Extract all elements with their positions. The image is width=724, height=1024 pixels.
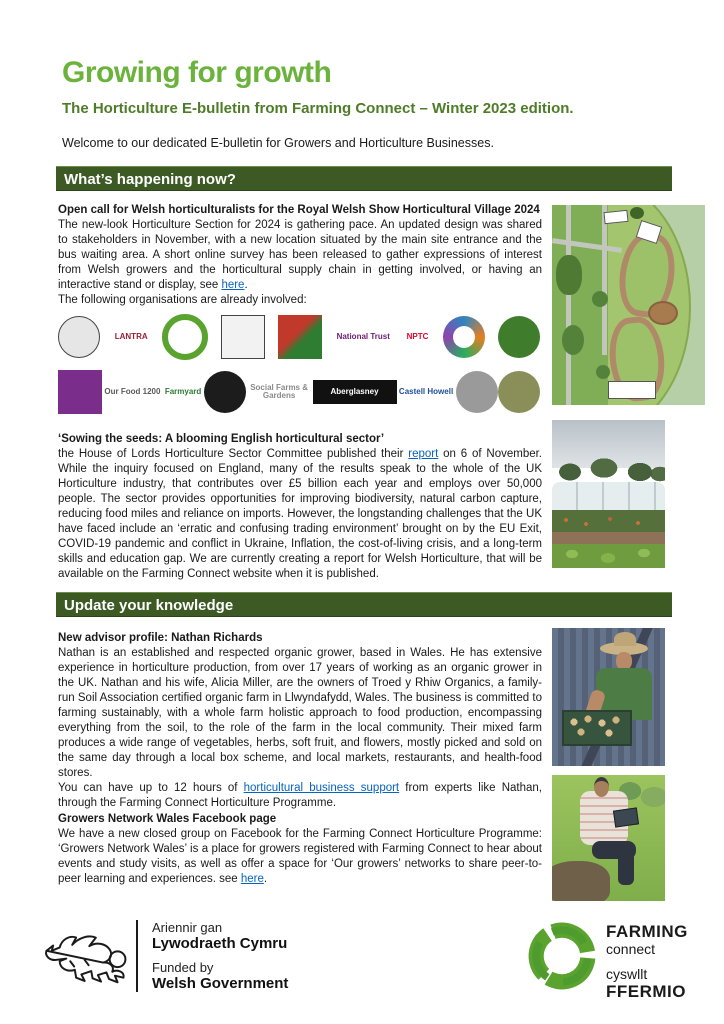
article-growers-network: [58, 812, 542, 887]
section-banner-update-knowledge: Update your knowledge: [56, 592, 672, 617]
nptc-group-logo: [405, 333, 431, 342]
map-road: [566, 205, 571, 405]
national-trust-logo-label: National Trust: [336, 332, 390, 341]
body-text: You can have up to 12 hours of: [58, 782, 244, 794]
grower-with-tablet-photo: [552, 775, 665, 901]
article-growers-heading: Growers Network Wales Facebook page: [58, 813, 277, 825]
map-road: [602, 205, 607, 355]
article-sowing-seeds: [58, 432, 542, 582]
article-growers-body: [58, 827, 542, 887]
body-text: .: [263, 873, 268, 885]
welsh-government-english-name: Welsh Government: [152, 975, 289, 992]
marquee-icon: [608, 381, 656, 399]
black-stamp-logo: [204, 371, 246, 413]
national-trust-logo: [335, 333, 392, 342]
our-food-1200-logo-label: Our Food 1200: [104, 387, 161, 396]
partner-logos-row-2: [58, 366, 540, 418]
business-support-link[interactable]: horticultural business support: [243, 782, 400, 794]
article-nathan-body: [58, 646, 542, 811]
green-trees-badge-logo: [498, 316, 540, 358]
royal-welsh-crest-logo: [58, 316, 100, 358]
photo-head: [594, 777, 609, 797]
green-wreath-logo: [162, 314, 208, 360]
our-food-1200-logo: [102, 388, 162, 397]
lantra-logo-label: LANTRA: [114, 332, 148, 341]
tree-icon: [592, 291, 608, 307]
social-farms-gardens-logo-label: Social Farms & Gardens: [250, 383, 309, 400]
photo-onion-crate: [562, 710, 632, 746]
photo-straw-hat: [614, 632, 636, 646]
article-open-call-body: [58, 218, 542, 293]
welsh-government-text: [152, 920, 288, 992]
article-sowing-body: [58, 447, 542, 582]
page-subtitle: The Horticulture E-bulletin from Farming Connect – Winter 2023 edition.: [62, 100, 574, 117]
organisations-intro-line: The following organisations are already involved:: [58, 294, 307, 306]
farmyard-logo: [163, 388, 203, 397]
photo-polytunnel: [552, 482, 665, 512]
body-text: the House of Lords Horticulture Sector Committee published their: [58, 448, 409, 460]
aberglasney-logo: [313, 380, 397, 404]
body-text: from experts like Nathan, through the Farming Connect Horticulture Programme.: [58, 782, 542, 809]
nptc-group-logo-label: NPTC: [406, 332, 429, 341]
footer-divider: [136, 920, 138, 992]
nathan-cta-line: [58, 781, 542, 811]
photo-log-seat: [552, 861, 610, 901]
tablet-icon: [613, 807, 639, 827]
map-mound: [648, 301, 678, 325]
polytunnel-field-photo: [552, 420, 665, 568]
photo-flower-rows: [552, 510, 665, 534]
welsh-dragon-icon: [40, 920, 132, 992]
photo-foreground-crops: [552, 544, 665, 568]
aberglasney-logo-label: Aberglasney: [330, 386, 379, 396]
article-nathan-heading: New advisor profile: Nathan Richards: [58, 632, 263, 644]
facebook-here-link[interactable]: here: [240, 873, 264, 885]
farmyard-logo-label: Farmyard: [164, 387, 202, 396]
report-link[interactable]: report: [408, 448, 439, 460]
funded-by-welsh-line: Ariennir gan: [152, 920, 223, 935]
section-banner-whats-happening: What’s happening now?: [56, 166, 672, 191]
lantra-logo: [113, 333, 150, 342]
body-text: on 6 of November. While the inquiry focused on England, many of the results speak to the whole of the UK Horticulture industry, that contributes over £5 billion each year and employs over 50,000 people. The sector provides opportunities for improving biodiversity, natural carbon capture, reducing food miles and reliance on imports. However, the longstanding challenges that the UK have faced include an ‘erratic and confusing trading environment’ brought on by the EU Exit, COVID-19 pandemic and conflict in Ukraine, Inflation, the cost-of-living crisis, and a long-term skills and education gap. We are currently creating a report for Welsh Horticulture, that will be available on the Farming Connect website when it is published.: [58, 448, 543, 580]
dragon-emblem-logo: [278, 315, 322, 359]
castell-howell-logo: [397, 388, 455, 397]
tree-icon: [556, 255, 582, 295]
photo-legs: [618, 851, 634, 885]
farming-connect-swirl-icon: [524, 918, 600, 994]
farming-connect-logo-block: [524, 912, 714, 1008]
body-text: .: [244, 279, 248, 291]
social-farms-gardens-logo: [246, 384, 312, 401]
ink-sketch-logo: [221, 315, 265, 359]
tree-icon: [596, 365, 610, 379]
farming-connect-welsh-line2: FFERMIO: [606, 982, 686, 1001]
farming-connect-welsh-line1: cyswllt: [606, 966, 648, 982]
article-sowing-heading: ‘Sowing the seeds: A blooming English horticultural sector’: [58, 433, 385, 445]
tree-icon: [562, 325, 584, 355]
village-map-illustration: [552, 205, 705, 405]
funded-by-english-line: Funded by: [152, 960, 214, 975]
body-text: The new-look Horticulture Section for 2024 is gathering pace. An updated design was shared to stakeholders in November, with a new location situated by the main site entrance and the bus waiting area. A short online survey has been released to gather expressions of interest from Welsh growers and the horticultural supply chain in getting involved, or having an interactive stand or display, see: [58, 219, 542, 291]
purple-square-logo: [58, 370, 102, 414]
welsh-government-welsh-name: Lywodraeth Cymru: [152, 935, 288, 952]
body-text: We have a new closed group on Facebook for the Farming Connect Horticulture Programme: ‘Growers Network Wales’ is a place for growers registered with Farming Connect to hear about events and study visits, as well as offer a space for ‘Our growers’ networks to share peer-to-peer learning and experiences. see: [58, 828, 542, 885]
partner-logos-row-1: [58, 312, 540, 362]
farming-connect-english-line2: connect: [606, 941, 656, 957]
castell-howell-logo-label: Castell Howell: [398, 387, 454, 396]
heritage-crest-logo: [498, 371, 540, 413]
article-open-call-heading: Open call for Welsh horticulturalists for the Royal Welsh Show Horticultural Village 2024: [58, 204, 540, 216]
nathan-richards-photo: [552, 628, 665, 766]
tent-icon: [603, 210, 628, 224]
farming-connect-text: [606, 922, 688, 1002]
farming-connect-english-line1: FARMING: [606, 922, 688, 941]
tree-icon: [630, 207, 644, 219]
multicolour-swirl-logo: [443, 316, 485, 358]
welcome-text: Welcome to our dedicated E-bulletin for Growers and Horticulture Businesses.: [62, 136, 494, 150]
article-nathan-profile: [58, 631, 542, 811]
survey-here-link[interactable]: here: [221, 279, 245, 291]
body-text: Nathan is an established and respected organic grower, based in Wales. He has extensive experience in horticulture production, from over 17 years of working as an organic grower in the UK. Nathan and his wife, Alicia Miller, are the owners of Troed y Rhiw Organics, a family-run Soil Association certified organic farm in Llwyndafydd, Wales. The business is committed to farming sustainably, with a whole farm holistic approach to food production, encompassing everything from the soil, to the role of the farm in the local community. Their mixed farm produces a wide range of vegetables, herbs, soft fruit, and flowers, mostly picked and sold on the same day through a local box scheme, and local markets, restaurants, and health-food stores.: [58, 647, 542, 779]
page-title: Growing for growth: [62, 56, 332, 89]
article-open-call: [58, 203, 542, 293]
welsh-government-logo-block: [40, 916, 360, 1000]
grey-stamp-logo: [456, 371, 498, 413]
